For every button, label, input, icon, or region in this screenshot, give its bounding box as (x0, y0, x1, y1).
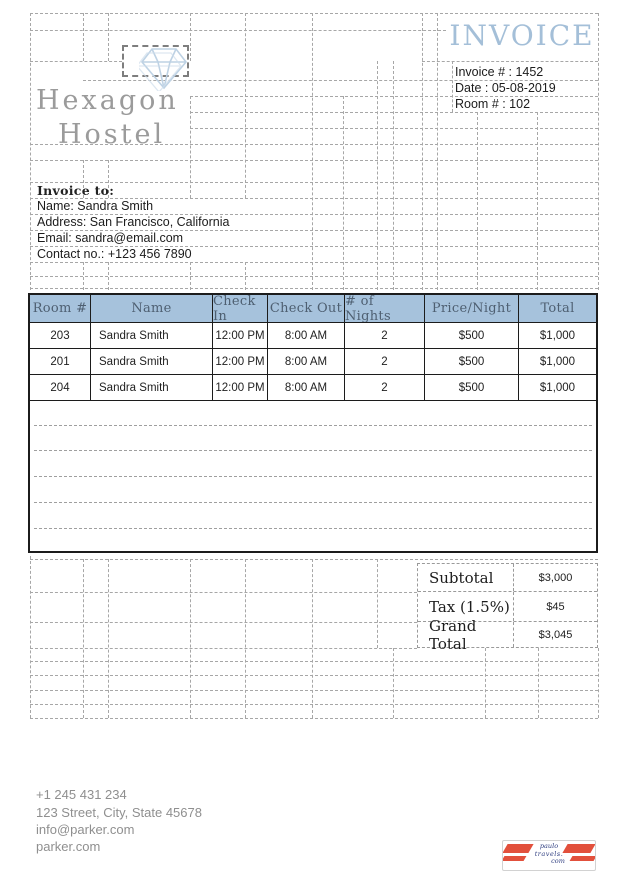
grid-line-v (343, 96, 344, 290)
grid-line-h (30, 704, 598, 705)
logo-text-line2: Hostel (58, 119, 166, 150)
grid-line-h (30, 288, 598, 289)
grid-line-v (30, 556, 31, 718)
table-row (30, 323, 596, 349)
grand-total-row (418, 616, 597, 653)
invoice-room-cell[interactable]: Room # : 102 (455, 97, 531, 111)
grid-line-h (30, 559, 598, 560)
table-header-row (30, 295, 596, 323)
grid-line-h (30, 160, 598, 161)
grid-line-h (30, 30, 446, 31)
grid-line-h (30, 61, 122, 62)
grid-line-v (245, 559, 246, 718)
invoice-date-cell[interactable]: Date : 05-08-2019 (455, 81, 556, 95)
invoice-title: INVOICE (449, 19, 595, 52)
grid-line-v (83, 262, 84, 290)
cell-price[interactable]: $500 (425, 375, 519, 400)
grid-line-h (30, 592, 417, 593)
grid-line-v (108, 559, 109, 718)
grid-line-v (83, 559, 84, 718)
grid-line-v (312, 13, 313, 290)
grid-line-h (30, 13, 598, 14)
grid-line-v (190, 559, 191, 718)
grid-line-v (598, 648, 599, 718)
cell-total[interactable]: $1,000 (539, 381, 576, 394)
footer-website: parker.com (36, 839, 101, 854)
grid-line-v (245, 262, 246, 290)
grid-line-v (312, 559, 313, 718)
column-header-room[interactable]: Room # (30, 295, 91, 322)
bill-to-name-cell[interactable]: Name: Sandra Smith (37, 199, 154, 213)
badge-text-line: travels. (534, 849, 564, 858)
bill-to-address-cell[interactable]: Address: San Francisco, California (37, 215, 230, 229)
logo-text-line1: Hexagon (36, 85, 179, 116)
grid-line-v (452, 61, 453, 112)
cell-price[interactable]: $500 (425, 323, 519, 348)
vendor-badge (502, 840, 596, 871)
cell-checkin[interactable]: 12:00 PM (213, 349, 268, 374)
grid-line-v (83, 13, 84, 61)
grid-line-h (30, 718, 598, 719)
grid-line-v (190, 13, 191, 61)
subtotal-label[interactable]: Subtotal (418, 564, 514, 591)
grid-line-h (30, 690, 598, 691)
column-header-checkout[interactable]: Check Out (268, 295, 345, 322)
cell-price[interactable]: $500 (425, 349, 519, 374)
grid-line-v (108, 262, 109, 290)
grid-line-h (422, 61, 598, 62)
grid-line-v (393, 61, 394, 290)
column-header-checkin[interactable]: Check In (213, 295, 268, 322)
cell-nights[interactable]: 2 (345, 323, 425, 348)
cell-nights[interactable]: 2 (345, 375, 425, 400)
footer-email: info@parker.com (36, 822, 135, 837)
subtotal-value[interactable]: $3,000 (538, 571, 573, 584)
grid-line-v (377, 559, 378, 648)
grid-line-v (30, 13, 31, 290)
grid-line-v (477, 112, 478, 290)
grid-line-h (30, 648, 417, 649)
cell-total[interactable]: $1,000 (539, 329, 576, 342)
column-header-name[interactable]: Name (91, 295, 213, 322)
column-header-total[interactable]: Total (540, 301, 575, 316)
cell-checkout[interactable]: 8:00 AM (268, 375, 345, 400)
grid-line-v (245, 13, 246, 198)
grid-line-v (538, 648, 539, 718)
cell-nights[interactable]: 2 (345, 349, 425, 374)
grid-line-v (393, 648, 394, 718)
cell-name[interactable]: Sandra Smith (91, 349, 213, 374)
grid-line-v (485, 648, 486, 718)
grid-line-v (437, 13, 438, 290)
cell-checkin[interactable]: 12:00 PM (213, 323, 268, 348)
table-row (30, 349, 596, 375)
grid-line-v (108, 13, 109, 61)
tax-value[interactable]: $45 (546, 600, 565, 613)
subtotal-row (418, 564, 597, 592)
cell-checkout[interactable]: 8:00 AM (268, 323, 345, 348)
badge-text-line: paulo (539, 842, 559, 850)
footer-phone: +1 245 431 234 (36, 787, 127, 802)
column-header-price[interactable]: Price/Night (425, 295, 519, 322)
cell-room[interactable]: 204 (30, 375, 91, 400)
grid-line-v (537, 112, 538, 290)
grid-line-h (30, 182, 598, 183)
cell-name[interactable]: Sandra Smith (91, 375, 213, 400)
grid-line-h (30, 276, 598, 277)
empty-rows-area (30, 401, 596, 553)
cell-total[interactable]: $1,000 (539, 355, 576, 368)
column-header-nights[interactable]: # of Nights (345, 295, 425, 322)
grid-line-h (30, 675, 598, 676)
booking-table (28, 293, 598, 553)
grid-line-h (30, 622, 417, 623)
totals-box (417, 563, 598, 653)
cell-room[interactable]: 201 (30, 349, 91, 374)
badge-text (503, 843, 595, 866)
cell-checkout[interactable]: 8:00 AM (268, 349, 345, 374)
footer-address: 123 Street, City, State 45678 (36, 805, 202, 820)
bill-to-contact-cell[interactable]: Contact no.: +123 456 7890 (37, 247, 192, 261)
table-row (30, 375, 596, 401)
grand-total-label[interactable]: Grand Total (418, 622, 514, 647)
grid-line-v (190, 262, 191, 290)
cell-name[interactable]: Sandra Smith (91, 323, 213, 348)
grid-line-v (422, 13, 423, 290)
badge-text-line: com (551, 857, 565, 865)
cell-room[interactable]: 203 (30, 323, 91, 348)
cell-checkin[interactable]: 12:00 PM (213, 375, 268, 400)
grand-total-value[interactable]: $3,045 (538, 628, 573, 641)
grid-line-v (190, 96, 191, 198)
grid-line-v (598, 13, 599, 290)
bill-to-email-cell[interactable]: Email: sandra@email.com (37, 231, 184, 245)
tax-label[interactable]: Tax (1.5%) (418, 592, 514, 621)
grid-line-h (30, 262, 598, 263)
grid-line-v (377, 61, 378, 290)
invoice-number-cell[interactable]: Invoice # : 1452 (455, 65, 544, 79)
bill-to-heading: Invoice to: (37, 182, 115, 198)
grid-line-h (30, 661, 598, 662)
